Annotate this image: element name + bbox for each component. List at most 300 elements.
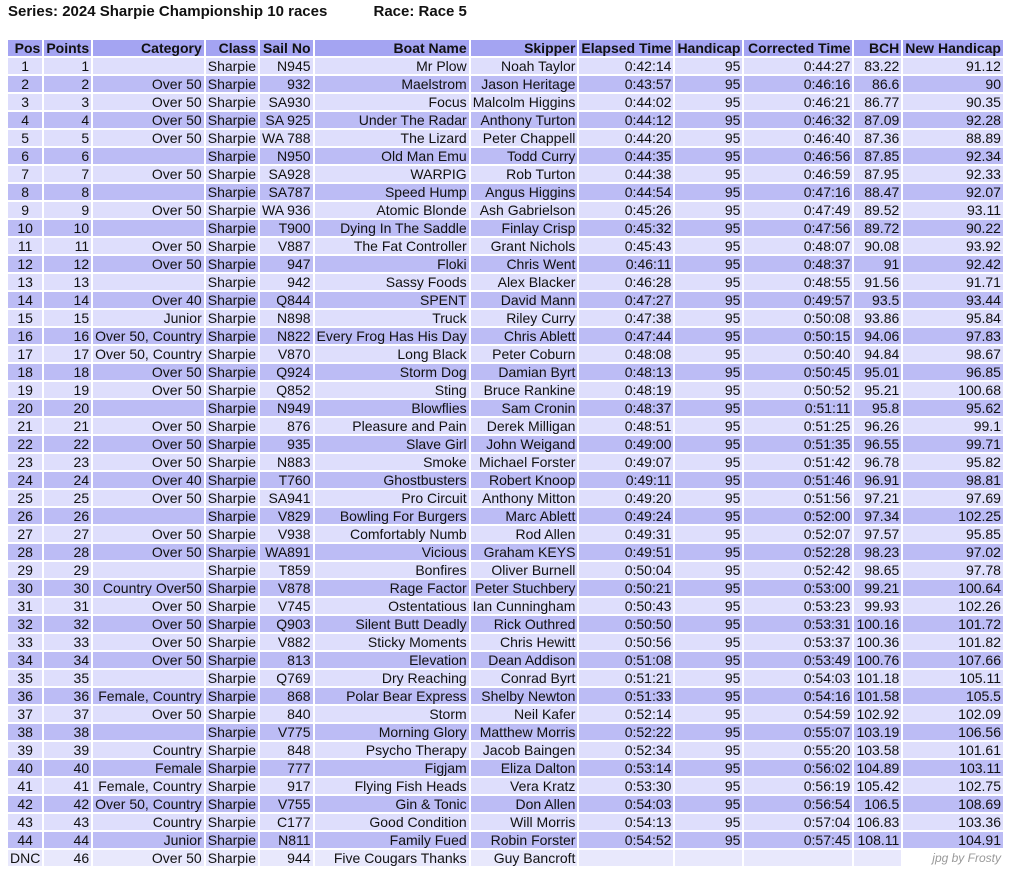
cell-new-handicap: 98.67 [903,346,1003,362]
table-row [8,328,1003,344]
cell-sail-no: WA 788 [262,130,311,146]
cell-boat-name: Ostentatious [315,598,469,614]
cell-class: Sharpie [207,796,256,812]
cell-bch: 100.16 [856,616,900,632]
cell-sail-no: Q844 [260,292,313,308]
cell-category [93,220,204,236]
table-row [8,634,1003,650]
cell-elapsed-time: 0:44:38 [579,166,673,182]
cell-elapsed-time: 0:44:35 [579,148,673,164]
cell-elapsed-time: 0:49:20 [579,490,673,506]
cell-new-handicap: 95.85 [903,526,1003,542]
cell-points: 7 [44,166,91,182]
cell-elapsed-time: 0:49:07 [579,454,673,470]
cell-pos: 41 [8,778,42,794]
table-row [8,382,1003,398]
cell-sail-no: 932 [260,76,313,92]
cell-category: Over 50 [93,850,204,866]
cell-pos: 17 [8,346,42,362]
cell-bch: 104.89 [856,760,900,776]
cell-category [93,184,204,200]
cell-skipper: Oliver Burnell [471,562,578,578]
table-row [8,544,1003,560]
cell-class: Sharpie [207,670,256,686]
cell-category: Over 50 [93,490,204,506]
cell-boat-name: Rage Factor [315,580,469,596]
cell-boat-name: Old Man Emu [315,148,469,164]
cell-boat-name: Polar Bear Express [315,688,469,704]
cell-boat-name: Blowflies [315,400,469,416]
cell-pos: 14 [8,292,42,308]
cell-boat-name: Sticky Moments [315,634,469,650]
cell-elapsed-time: 0:53:14 [579,760,673,776]
table-row [8,184,1003,200]
cell-boat-name: Maelstrom [315,76,469,92]
cell-handicap: 95 [675,328,742,344]
cell-bch: 87.09 [854,112,901,128]
cell-category: Over 50 [93,436,204,452]
cell-corrected-time: 0:46:40 [744,130,852,146]
cell-skipper: Derek Milligan [471,418,578,434]
cell-points: 41 [44,778,91,794]
cell-bch: 99.21 [854,580,901,596]
cell-handicap: 95 [675,76,742,92]
cell-elapsed-time: 0:52:34 [579,742,673,758]
cell-boat-name: Smoke [315,454,469,470]
cell-skipper: Marc Ablett [471,508,578,524]
cell-sail-no: V887 [260,238,313,254]
cell-category [93,562,204,578]
cell-category: Over 50 [93,454,204,470]
cell-pos: 39 [8,742,42,758]
table-row [8,580,1003,596]
cell-corrected-time: 0:52:07 [744,526,852,542]
cell-elapsed-time: 0:48:13 [579,364,673,380]
cell-sail-no: 944 [260,850,313,866]
results-table [6,38,1005,868]
cell-pos: 15 [8,310,42,326]
cell-category: Country [93,742,204,758]
cell-handicap [675,850,742,866]
cell-class: Sharpie [207,850,256,866]
cell-pos: 7 [8,166,42,182]
cell-handicap: 95 [675,256,742,272]
table-row [8,256,1003,272]
cell-skipper: Matthew Morris [471,724,578,740]
cell-new-handicap: 97.69 [903,490,1003,506]
cell-points: 14 [44,292,91,308]
cell-elapsed-time: 0:49:11 [579,472,673,488]
cell-new-handicap: 95.82 [903,454,1003,470]
cell-points: 11 [44,238,91,254]
cell-boat-name: The Fat Controller [315,238,469,254]
cell-corrected-time: 0:46:16 [744,76,852,92]
cell-skipper: Rod Allen [471,526,578,542]
cell-skipper: Bruce Rankine [471,382,578,398]
cell-skipper: Malcolm Higgins [471,94,578,110]
cell-handicap: 95 [675,688,742,704]
cell-category: Over 50 [93,706,204,722]
cell-handicap: 95 [675,796,742,812]
cell-elapsed-time: 0:52:14 [579,706,673,722]
cell-boat-name: Ghostbusters [315,472,469,488]
cell-points: 15 [44,310,91,326]
cell-elapsed-time: 0:42:14 [579,58,673,74]
cell-handicap: 95 [675,148,742,164]
cell-bch: 95.8 [854,400,901,416]
cell-points: 2 [44,76,91,92]
cell-elapsed-time: 0:46:28 [579,274,673,290]
cell-class: Sharpie [207,814,256,830]
cell-boat-name: Storm Dog [315,364,469,380]
cell-sail-no: SA928 [260,166,313,182]
cell-new-handicap: 92.33 [903,166,1003,182]
cell-points: 17 [44,346,91,362]
cell-category [93,508,204,524]
cell-sail-no: 942 [260,274,313,290]
cell-elapsed-time: 0:47:38 [579,310,673,326]
cell-class: Sharpie [207,634,256,650]
cell-class: Sharpie [207,526,256,542]
cell-pos: 12 [8,256,42,272]
cell-class: Sharpie [207,832,256,848]
cell-boat-name: Slave Girl [315,436,469,452]
cell-category: Over 40 [93,292,204,308]
cell-skipper: Alex Blacker [471,274,578,290]
cell-bch: 108.11 [854,832,901,848]
cell-elapsed-time: 0:49:51 [579,544,673,560]
cell-corrected-time: 0:57:04 [744,814,852,830]
cell-corrected-time: 0:47:16 [744,184,852,200]
cell-sail-no: SA 925 [260,112,313,128]
cell-elapsed-time: 0:50:50 [579,616,673,632]
cell-points: 34 [44,652,91,668]
cell-corrected-time: 0:50:15 [744,328,852,344]
cell-elapsed-time: 0:49:31 [579,526,673,542]
cell-handicap: 95 [675,418,742,434]
cell-skipper: Dean Addison [471,652,578,668]
cell-handicap: 95 [675,58,742,74]
cell-pos: 42 [8,796,42,812]
column-header-new-handicap: New Handicap [905,40,1001,56]
cell-boat-name: Dry Reaching [315,670,469,686]
cell-bch: 87.85 [854,148,901,164]
cell-sail-no: 840 [260,706,313,722]
cell-bch: 94.06 [854,328,901,344]
cell-sail-no: 935 [260,436,313,452]
cell-elapsed-time: 0:49:24 [579,508,673,524]
cell-category: Over 50 [93,364,204,380]
cell-category: Country Over50 [93,580,204,596]
cell-category: Over 50 [93,130,204,146]
cell-points: 12 [44,256,91,272]
cell-category: Junior [93,310,204,326]
cell-sail-no: V775 [260,724,313,740]
table-row [8,652,1003,668]
cell-points: 19 [44,382,91,398]
cell-category: Over 50 [93,526,204,542]
cell-class: Sharpie [207,472,256,488]
cell-pos: 6 [8,148,42,164]
cell-elapsed-time: 0:48:19 [579,382,673,398]
cell-pos: 34 [8,652,42,668]
cell-points: 40 [44,760,91,776]
cell-sail-no: 777 [260,760,313,776]
cell-category: Over 50 [93,76,204,92]
cell-boat-name: Dying In The Saddle [315,220,469,236]
cell-handicap: 95 [675,382,742,398]
column-header-sail-no: Sail No [260,40,313,56]
cell-category [93,274,204,290]
cell-skipper: Rob Turton [471,166,578,182]
table-row [8,814,1003,830]
table-row [8,490,1003,506]
cell-skipper: Eliza Dalton [471,760,578,776]
table-row [8,742,1003,758]
cell-boat-name: Sting [315,382,469,398]
table-row [8,796,1003,812]
cell-sail-no: T760 [260,472,313,488]
cell-skipper: Anthony Mitton [471,490,578,506]
cell-points: 24 [44,472,91,488]
cell-bch: 87.36 [854,130,901,146]
cell-class: Sharpie [207,706,256,722]
cell-boat-name: Bonfires [315,562,469,578]
cell-corrected-time: 0:50:40 [744,346,852,362]
cell-corrected-time: 0:46:21 [744,94,852,110]
cell-class: Sharpie [207,58,256,74]
cell-corrected-time: 0:52:42 [744,562,852,578]
cell-skipper: Grant Nichols [471,238,578,254]
cell-class: Sharpie [207,256,256,272]
cell-class: Sharpie [207,454,256,470]
cell-skipper: Don Allen [471,796,578,812]
cell-boat-name: Elevation [315,652,469,668]
cell-elapsed-time: 0:51:08 [579,652,673,668]
cell-new-handicap: 90 [903,76,1003,92]
cell-bch: 91 [854,256,901,272]
cell-skipper: Rick Outhred [471,616,578,632]
cell-category [93,724,204,740]
table-row [8,364,1003,380]
cell-pos: 16 [8,328,42,344]
cell-corrected-time: 0:51:25 [744,418,852,434]
cell-pos: 8 [8,184,42,200]
cell-corrected-time: 0:50:52 [744,382,852,398]
cell-new-handicap: 92.42 [903,256,1003,272]
column-header-boat-name: Boat Name [315,40,469,56]
cell-handicap: 95 [675,616,742,632]
cell-points: 30 [44,580,91,596]
cell-class: Sharpie [207,184,256,200]
table-row [8,130,1003,146]
cell-skipper: Jacob Baingen [471,742,578,758]
cell-class: Sharpie [207,310,256,326]
cell-boat-name: Pro Circuit [315,490,469,506]
cell-new-handicap: 102.25 [903,508,1003,524]
cell-points: 27 [44,526,91,542]
cell-points: 36 [44,688,91,704]
cell-class: Sharpie [207,508,256,524]
cell-elapsed-time: 0:54:52 [579,832,673,848]
cell-category: Over 50 [93,652,204,668]
cell-category: Over 50 [93,544,204,560]
cell-corrected-time: 0:51:46 [744,472,852,488]
cell-pos: 11 [8,238,42,254]
cell-skipper: Chris Ablett [471,328,578,344]
cell-elapsed-time: 0:48:51 [579,418,673,434]
cell-points: 4 [44,112,91,128]
cell-points: 26 [44,508,91,524]
table-row [8,310,1003,326]
cell-corrected-time: 0:53:49 [744,652,852,668]
cell-pos: 24 [8,472,42,488]
cell-corrected-time: 0:53:00 [744,580,852,596]
cell-elapsed-time: 0:49:00 [579,436,673,452]
cell-skipper: Chris Hewitt [471,634,578,650]
cell-boat-name: Family Fued [315,832,469,848]
cell-skipper: Michael Forster [471,454,578,470]
cell-elapsed-time: 0:54:13 [579,814,673,830]
cell-elapsed-time: 0:45:26 [579,202,673,218]
cell-skipper: Finlay Crisp [471,220,578,236]
cell-skipper: John Weigand [471,436,578,452]
column-header-points: Points [46,40,90,56]
cell-handicap: 95 [675,562,742,578]
cell-boat-name: Long Black [315,346,469,362]
page-title [8,3,467,20]
cell-pos: 37 [8,706,42,722]
table-row [8,94,1003,110]
cell-corrected-time: 0:55:07 [744,724,852,740]
cell-boat-name: Storm [315,706,469,722]
cell-category: Over 50, Country [95,796,202,812]
cell-skipper: David Mann [471,292,578,308]
cell-bch: 96.78 [854,454,901,470]
cell-elapsed-time: 0:50:21 [579,580,673,596]
table-row [8,274,1003,290]
cell-skipper: Angus Higgins [471,184,578,200]
cell-corrected-time: 0:57:45 [744,832,852,848]
cell-new-handicap: 92.34 [903,148,1003,164]
cell-bch: 105.42 [856,778,900,794]
cell-new-handicap: 88.89 [903,130,1003,146]
cell-points: 3 [44,94,91,110]
cell-pos: 29 [8,562,42,578]
cell-corrected-time: 0:55:20 [744,742,852,758]
cell-boat-name: Gin & Tonic [315,796,469,812]
cell-corrected-time: 0:50:45 [744,364,852,380]
cell-points: 43 [44,814,91,830]
cell-pos: 44 [8,832,42,848]
cell-bch: 101.58 [856,688,900,704]
cell-category [93,58,204,74]
cell-class: Sharpie [207,364,256,380]
cell-handicap: 95 [675,544,742,560]
cell-new-handicap: 101.72 [903,616,1003,632]
cell-category: Junior [93,832,204,848]
cell-bch: 96.26 [854,418,901,434]
table-row [8,706,1003,722]
cell-sail-no: V755 [260,796,313,812]
cell-bch: 91.56 [854,274,901,290]
cell-class: Sharpie [207,166,256,182]
cell-new-handicap: 108.69 [903,796,1003,812]
cell-corrected-time: 0:51:56 [744,490,852,506]
cell-bch: 98.65 [854,562,901,578]
cell-skipper: Conrad Byrt [471,670,578,686]
table-row [8,220,1003,236]
cell-points: 42 [44,796,91,812]
cell-pos: 26 [8,508,42,524]
cell-corrected-time: 0:51:11 [744,400,852,416]
cell-boat-name: The Lizard [315,130,469,146]
cell-bch: 83.22 [854,58,901,74]
cell-pos: 1 [8,58,42,74]
cell-new-handicap: 99.71 [903,436,1003,452]
cell-handicap: 95 [675,652,742,668]
cell-elapsed-time: 0:45:32 [579,220,673,236]
cell-category: Over 50 [93,616,204,632]
cell-corrected-time: 0:54:03 [744,670,852,686]
cell-class: Sharpie [207,418,256,434]
cell-bch: 90.08 [854,238,901,254]
cell-points: 9 [44,202,91,218]
cell-elapsed-time: 0:52:22 [579,724,673,740]
cell-category: Over 50 [93,94,204,110]
cell-boat-name: Vicious [315,544,469,560]
cell-new-handicap: 101.61 [903,742,1003,758]
cell-sail-no: T900 [260,220,313,236]
cell-pos: 27 [8,526,42,542]
cell-new-handicap: 107.66 [903,652,1003,668]
cell-elapsed-time: 0:46:11 [579,256,673,272]
cell-pos: 30 [8,580,42,596]
cell-corrected-time: 0:56:54 [744,796,852,812]
cell-elapsed-time: 0:50:43 [579,598,673,614]
cell-category: Over 50, Country [95,328,202,344]
cell-points: 44 [44,832,91,848]
cell-bch: 97.21 [854,490,901,506]
cell-handicap: 95 [675,112,742,128]
cell-skipper: Riley Curry [471,310,578,326]
cell-handicap: 95 [675,310,742,326]
cell-class: Sharpie [207,616,256,632]
cell-pos: 28 [8,544,42,560]
cell-sail-no: WA891 [260,544,313,560]
cell-new-handicap: 106.56 [903,724,1003,740]
cell-elapsed-time: 0:45:43 [579,238,673,254]
cell-class: Sharpie [207,436,256,452]
cell-handicap: 95 [675,274,742,290]
cell-points: 39 [44,742,91,758]
cell-handicap: 95 [675,454,742,470]
cell-new-handicap: 101.82 [903,634,1003,650]
cell-sail-no: N898 [260,310,313,326]
cell-sail-no: WA 936 [262,202,311,218]
cell-skipper: Damian Byrt [471,364,578,380]
cell-class: Sharpie [207,202,256,218]
cell-pos: 23 [8,454,42,470]
table-row [8,526,1003,542]
table-row [8,292,1003,308]
cell-category: Over 50 [93,256,204,272]
cell-pos: 3 [8,94,42,110]
cell-bch: 96.55 [854,436,901,452]
cell-class: Sharpie [207,292,256,308]
cell-corrected-time: 0:46:32 [744,112,852,128]
cell-corrected-time: 0:48:37 [744,256,852,272]
